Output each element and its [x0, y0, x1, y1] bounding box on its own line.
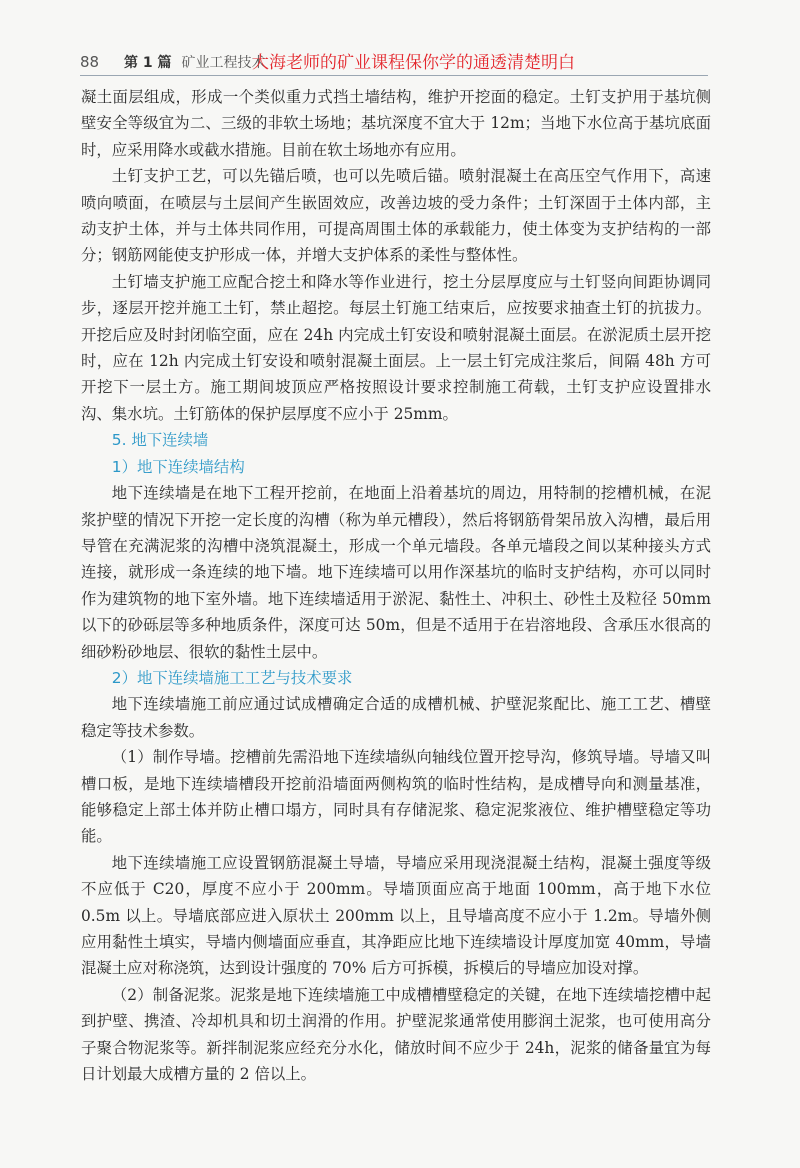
paragraph: 凝土面层组成，形成一个类似重力式挡土墙结构，维护开挖面的稳定。土钉支护用于基坑侧壁安全等级宜为二、三级的非软土场地；基坑深度不宜大于 12m；当地下水位高于基坑底面时，应采用降水或截水措施。目前在软土场地亦有应用。	[81, 88, 711, 159]
section-heading: 5. 地下连续墙	[111, 431, 209, 450]
part-label: 第 1 篇	[124, 55, 172, 71]
header-rule	[80, 75, 708, 76]
page-number: 88	[80, 53, 100, 71]
body-text	[81, 84, 711, 1087]
paragraph: 地下连续墙施工应设置钢筋混凝土导墙，导墙应采用现浇混凝土结构，混凝土强度等级不应低于 C20，厚度不应小于 200mm。导墙顶面应高于地面 100mm，高于地下水位 0.5m 以上。导墙底部应进入原状土 200mm 以上，且导墙高度不应小于 1.2m。导墙外侧应用黏性土填实，导墙内侧墙面应垂直，其净距应比地下连续墙设计厚度加宽 40mm，导墙混凝土应对称浇筑，达到设计强度的 70% 后方可拆模，拆模后的导墙应加设对撑。	[81, 853, 711, 978]
chapter-label: 矿业工程技术	[181, 55, 266, 71]
overlay-watermark-text: 大海老师的矿业课程保你学的通透清楚明白	[252, 53, 575, 73]
subsection-heading: 1）地下连续墙结构	[111, 457, 245, 476]
paragraph: （2）制备泥浆。泥浆是地下连续墙施工中成槽槽壁稳定的关键，在地下连续墙挖槽中起到护壁、携渣、冷却机具和切土润滑的作用。护壁泥浆通常使用膨润土泥浆，也可使用高分子聚合物泥浆等。新拌制泥浆应经充分水化，储放时间不应少于 24h，泥浆的储备量宜为每日计划最大成槽方量的 2 倍以上。	[81, 985, 711, 1084]
paragraph: 地下连续墙是在地下工程开挖前，在地面上沿着基坑的周边，用特制的挖槽机械，在泥浆护壁的情况下开挖一定长度的沟槽（称为单元槽段），然后将钢筋骨架吊放入沟槽，最后用导管在充满泥浆的沟槽中浇筑混凝土，形成一个单元墙段。各单元墙段之间以某种接头方式连接，就形成一条连续的地下墙。地下连续墙可以用作深基坑的临时支护结构，亦可以同时作为建筑物的地下室外墙。地下连续墙适用于淤泥、黏性土、冲积土、砂性土及粒径 50mm 以下的砂砾层等多种地质条件，深度可达 50m，但是不适用于在岩溶地段、含承压水很高的细砂粉砂地层、很软的黏性土层中。	[81, 484, 711, 661]
paragraph: 土钉支护工艺，可以先锚后喷，也可以先喷后锚。喷射混凝土在高压空气作用下，高速喷向喷面，在喷层与土层间产生嵌固效应，改善边坡的受力条件；土钉深固于土体内部，主动支护土体，并与土体共同作用，可提高周围土体的承载能力，使土体变为支护结构的一部分；钢筋网能使支护形成一体，并增大支护体系的柔性与整体性。	[81, 167, 711, 265]
paragraph: （1）制作导墙。挖槽前先需沿地下连续墙纵向轴线位置开挖导沟，修筑导墙。导墙又叫槽口板，是地下连续墙槽段开挖前沿墙面两侧构筑的临时性结构，是成槽导向和测量基准，能够稳定上部土体并防止槽口塌方，同时具有存储泥浆、稳定泥浆液位、维护槽壁稳定等功能。	[81, 748, 711, 846]
paragraph: 土钉墙支护施工应配合挖土和降水等作业进行，挖土分层厚度应与土钉竖向间距协调同步，逐层开挖并施工土钉，禁止超挖。每层土钉施工结束后，应按要求抽查土钉的抗拔力。开挖后应及时封闭临空面，应在 24h 内完成土钉安设和喷射混凝土面层。在淤泥质土层开挖时，应在 12h 内完成土钉安设和喷射混凝土面层。上一层土钉完成注浆后，间隔 48h 方可开挖下一层土方。施工期间坡顶应严格按照设计要求控制施工荷载，土钉支护应设置排水沟、集水坑。土钉筋体的保护层厚度不应小于 25mm。	[81, 272, 711, 423]
paragraph: 地下连续墙施工前应通过试成槽确定合适的成槽机械、护壁泥浆配比、施工工艺、槽壁稳定等技术参数。	[81, 695, 711, 740]
running-header	[80, 48, 708, 76]
subsection-heading: 2）地下连续墙施工工艺与技术要求	[111, 668, 353, 687]
